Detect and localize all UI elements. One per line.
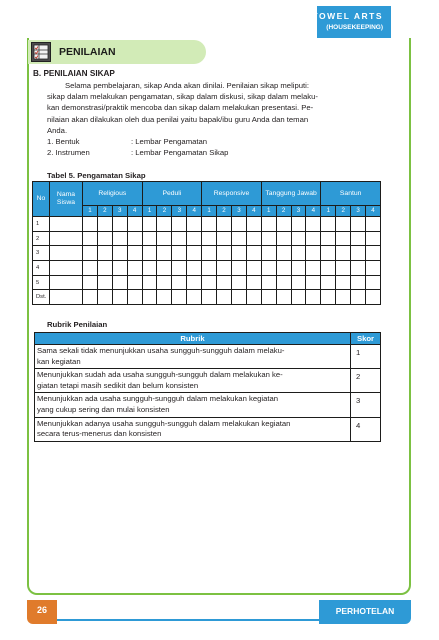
student-name-cell [50, 261, 83, 276]
score-cell [157, 246, 172, 261]
score-cell [202, 275, 217, 290]
score-cell [276, 231, 291, 246]
table-row [33, 261, 381, 276]
scale-header-cell: 2 [336, 206, 351, 217]
score-cell [172, 290, 187, 305]
student-name-cell [50, 275, 83, 290]
scale-header-cell: 3 [172, 206, 187, 217]
score-cell [127, 246, 142, 261]
score-cell [261, 290, 276, 305]
score-cell [83, 275, 98, 290]
score-cell [112, 231, 127, 246]
score-cell [127, 275, 142, 290]
paragraph-line: nilaian akan dilakukan oleh dua penilai yaitu bapak/ibu guru Anda dan teman [47, 114, 309, 124]
score-cell [187, 217, 202, 232]
score-cell [321, 246, 336, 261]
list-value: : Lembar Pengamatan Sikap [131, 148, 229, 157]
score-cell [127, 290, 142, 305]
score-cell [291, 231, 306, 246]
score-cell [172, 275, 187, 290]
score-cell [276, 217, 291, 232]
section-title: PENILAIAN [59, 46, 116, 58]
scale-header-cell: 1 [261, 206, 276, 217]
col-header-tanggung-jawab: Tanggung Jawab [261, 182, 321, 206]
score-cell [306, 246, 321, 261]
scale-header-cell: 2 [157, 206, 172, 217]
scale-header-cell: 4 [306, 206, 321, 217]
score-cell [306, 275, 321, 290]
score-cell [351, 290, 366, 305]
score-cell [366, 246, 381, 261]
col-header-responsive: Responsive [202, 182, 262, 206]
score-cell [97, 275, 112, 290]
score-cell [97, 246, 112, 261]
score-cell [336, 275, 351, 290]
rubric-table [34, 332, 381, 442]
score-cell [291, 217, 306, 232]
scale-header-cell: 1 [142, 206, 157, 217]
score-cell [187, 261, 202, 276]
rubric-text: Sama sekali tidak menunjukkan usaha sungguh-sungguh dalam melaku- kan kegiatan [35, 345, 351, 369]
table-row [33, 290, 381, 305]
observation-table-body [33, 217, 381, 305]
score-cell [157, 217, 172, 232]
score-cell [231, 217, 246, 232]
scale-header-cell: 4 [246, 206, 261, 217]
score-cell [142, 246, 157, 261]
score-cell [217, 275, 232, 290]
table-caption: Tabel 5. Pengamatan Sikap [47, 171, 146, 180]
score-cell [112, 246, 127, 261]
score-cell [112, 290, 127, 305]
score-cell [202, 261, 217, 276]
scale-header-cell: 4 [127, 206, 142, 217]
score-cell [187, 290, 202, 305]
rubric-score: 1 [351, 345, 381, 369]
score-cell [246, 290, 261, 305]
score-cell [83, 246, 98, 261]
score-cell [336, 217, 351, 232]
score-cell [127, 261, 142, 276]
score-cell [202, 231, 217, 246]
score-cell [261, 246, 276, 261]
score-cell [172, 246, 187, 261]
score-cell [261, 231, 276, 246]
rubric-score: 2 [351, 369, 381, 393]
score-cell [351, 217, 366, 232]
header-title: TOWEL ARTS [312, 11, 383, 21]
score-cell [336, 261, 351, 276]
score-cell [142, 231, 157, 246]
score-cell [172, 217, 187, 232]
score-cell [157, 290, 172, 305]
score-cell [187, 246, 202, 261]
list-label: 2. Instrumen [47, 148, 90, 157]
score-cell [187, 231, 202, 246]
col-header-no: No [33, 182, 50, 217]
score-cell [217, 261, 232, 276]
page-number: 26 [36, 605, 47, 615]
score-cell [321, 217, 336, 232]
score-cell [291, 261, 306, 276]
score-cell [246, 261, 261, 276]
score-cell [276, 275, 291, 290]
score-cell [321, 275, 336, 290]
rubric-score: 4 [351, 417, 381, 441]
score-cell [306, 290, 321, 305]
score-cell [142, 217, 157, 232]
score-cell [321, 290, 336, 305]
rubric-caption: Rubrik Penilaian [47, 320, 108, 329]
list-item-bentuk [47, 137, 207, 147]
score-cell [276, 290, 291, 305]
section-banner [28, 40, 206, 64]
score-cell [351, 231, 366, 246]
header-subtitle: (HOUSEKEEPING) [326, 24, 383, 31]
intro-paragraph [47, 80, 377, 136]
score-cell [291, 290, 306, 305]
score-cell [97, 290, 112, 305]
paragraph-line: kan demonstrasi/praktik mencoba dan sikap dalam melakukan presentasi. Pe- [47, 103, 314, 113]
rubric-text: Menunjukkan ada usaha sungguh-sungguh dalam melakukan kegiatan yang cukup sering dan mulai konsisten [35, 393, 351, 417]
score-cell [142, 261, 157, 276]
score-cell [187, 275, 202, 290]
score-cell [97, 261, 112, 276]
scale-header-cell: 3 [112, 206, 127, 217]
score-cell [366, 217, 381, 232]
col-header-religious: Religious [83, 182, 143, 206]
score-cell [321, 261, 336, 276]
score-cell [127, 217, 142, 232]
score-cell [246, 246, 261, 261]
score-cell [97, 231, 112, 246]
col-header-peduli: Peduli [142, 182, 202, 206]
score-cell [97, 217, 112, 232]
score-cell [112, 261, 127, 276]
score-cell [217, 246, 232, 261]
score-cell [261, 261, 276, 276]
scale-header-cell: 2 [97, 206, 112, 217]
row-number: 3 [33, 246, 50, 261]
scale-header-cell: 1 [202, 206, 217, 217]
score-cell [351, 275, 366, 290]
rubric-text: Menunjukkan sudah ada usaha sungguh-sungguh dalam melakukan ke- giatan tetapi masih sedikit dan belum konsisten [35, 369, 351, 393]
table-row [33, 246, 381, 261]
scale-header-cell: 4 [187, 206, 202, 217]
score-cell [83, 290, 98, 305]
score-cell [127, 231, 142, 246]
col-header-name: Nama Siswa [50, 182, 83, 217]
scale-header-cell: 3 [231, 206, 246, 217]
scale-header-cell: 1 [83, 206, 98, 217]
row-number: Dst. [33, 290, 50, 305]
score-cell [142, 290, 157, 305]
list-item-instrumen [47, 148, 228, 158]
score-cell [321, 231, 336, 246]
score-cell [112, 217, 127, 232]
score-cell [261, 217, 276, 232]
score-cell [366, 275, 381, 290]
rubric-row [35, 345, 381, 369]
score-cell [172, 231, 187, 246]
score-cell [336, 231, 351, 246]
score-cell [261, 275, 276, 290]
score-cell [83, 231, 98, 246]
score-cell [231, 231, 246, 246]
score-cell [276, 246, 291, 261]
paragraph-line: Selama pembelajaran, sikap Anda akan dinilai. Penilaian sikap meliputi: [65, 81, 310, 90]
score-cell [217, 217, 232, 232]
scale-header-cell: 4 [366, 206, 381, 217]
score-cell [217, 231, 232, 246]
rubric-text: Menunjukkan adanya usaha sungguh-sungguh dalam melakukan kegiatan secara terus-menerus dan konsisten [35, 417, 351, 441]
score-cell [246, 217, 261, 232]
row-number: 2 [33, 231, 50, 246]
rubric-row [35, 369, 381, 393]
scale-header-cell: 1 [321, 206, 336, 217]
score-cell [217, 290, 232, 305]
footer-rule [57, 619, 319, 621]
table-row [33, 275, 381, 290]
rubric-header: Rubrik [35, 333, 351, 345]
score-cell [291, 275, 306, 290]
rubric-score: 3 [351, 393, 381, 417]
score-cell [231, 261, 246, 276]
scale-header-cell: 2 [217, 206, 232, 217]
scale-header-cell: 3 [291, 206, 306, 217]
score-cell [172, 261, 187, 276]
score-cell [202, 290, 217, 305]
score-cell [231, 246, 246, 261]
score-cell [246, 231, 261, 246]
book-name: PERHOTELAN [335, 606, 395, 616]
subsection-heading: B. PENILAIAN SIKAP [33, 69, 115, 78]
rubric-row [35, 417, 381, 441]
score-cell [83, 217, 98, 232]
score-cell [157, 231, 172, 246]
table-row [33, 231, 381, 246]
paragraph-line: Anda. [47, 125, 68, 135]
student-name-cell [50, 217, 83, 232]
score-cell [83, 261, 98, 276]
score-cell [202, 217, 217, 232]
score-cell [231, 275, 246, 290]
scale-header-cell: 2 [276, 206, 291, 217]
score-cell [306, 261, 321, 276]
score-cell [112, 275, 127, 290]
student-name-cell [50, 246, 83, 261]
score-cell [366, 231, 381, 246]
score-cell [306, 217, 321, 232]
score-cell [366, 290, 381, 305]
table-row [33, 217, 381, 232]
scale-header-cell: 3 [351, 206, 366, 217]
score-cell [306, 231, 321, 246]
score-cell [157, 261, 172, 276]
score-cell [291, 246, 306, 261]
scale-header-row [33, 206, 381, 217]
score-cell [276, 261, 291, 276]
row-number: 4 [33, 261, 50, 276]
score-cell [351, 246, 366, 261]
score-cell [246, 275, 261, 290]
score-cell [336, 246, 351, 261]
list-label: 1. Bentuk [47, 137, 80, 146]
paragraph-line: sikap dalam melakukan pengamatan, sikap dalam diskusi, sikap dalam melaku- [47, 92, 318, 102]
score-cell [366, 261, 381, 276]
score-cell [142, 275, 157, 290]
student-name-cell [50, 231, 83, 246]
rubric-row [35, 393, 381, 417]
score-cell [351, 261, 366, 276]
row-number: 5 [33, 275, 50, 290]
observation-table [32, 181, 381, 305]
list-value: : Lembar Pengamatan [131, 137, 208, 146]
checklist-icon [31, 42, 51, 62]
score-cell [231, 290, 246, 305]
score-cell [336, 290, 351, 305]
score-cell [157, 275, 172, 290]
score-cell [202, 246, 217, 261]
student-name-cell [50, 290, 83, 305]
col-header-santun: Santun [321, 182, 381, 206]
row-number: 1 [33, 217, 50, 232]
score-header: Skor [351, 333, 381, 345]
